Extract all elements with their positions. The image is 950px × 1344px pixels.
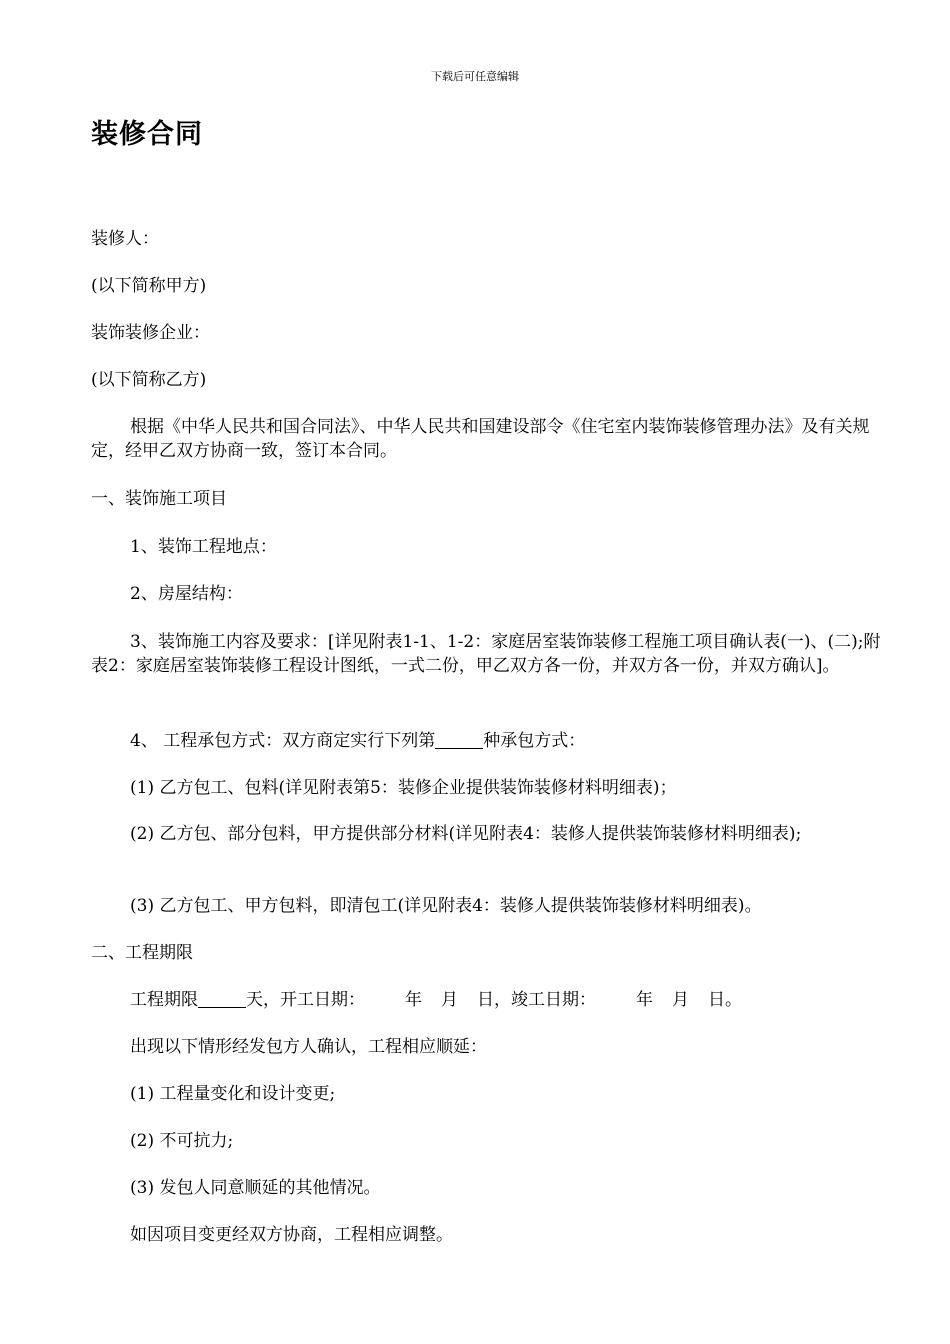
item-4-contract-mode [130,729,880,753]
item-4-text-b: 种承包方式： [483,731,586,751]
section-1-heading: 一、装饰施工项目 [91,489,227,509]
start-date-label: 天，开工日期： [246,990,365,1010]
adjust-line: 如因项目变更经双方协商，工程相应调整。 [130,1225,453,1245]
end-month: 月 [672,990,689,1010]
delay-intro: 出现以下情形经发包方人确认，工程相应顺延： [130,1037,487,1057]
item-4-text-a: 4、 工程承包方式：双方商定实行下列第 [130,731,436,751]
preamble-paragraph: 根据《中华人民共和国合同法》、中华人民共和国建设部令《住宅室内装饰装修管理办法》及有关规定，经甲乙双方协商一致，签订本合同。 [91,417,870,461]
end-day: 日。 [708,990,742,1010]
contract-mode-blank [435,732,483,749]
delay-item-3: (3) 发包人同意顺延的其他情况。 [130,1178,381,1198]
item-3-content: 3、装饰施工内容及要求：[详见附表1-1、1-2：家庭居室装饰装修工程施工项目确认表(一)、(二);附表2：家庭居室装饰装修工程设计图纸，一式二份，甲乙双方各一份，并双方各一份，并双方确认]。 [91,632,881,676]
section-2-heading: 二、工程期限 [91,943,193,963]
company-line: 装饰装修企业： [91,323,210,343]
delay-item-2: (2) 不可抗力; [130,1131,234,1151]
start-month: 月 [441,990,458,1010]
party-a-line: (以下简称甲方) [91,276,207,296]
days-blank [198,991,246,1008]
delay-item-1: (1) 工程量变化和设计变更; [130,1084,336,1104]
option-1: (1) 乙方包工、包料(详见附表第5：装修企业提供装饰装修材料明细表)； [130,778,677,798]
option-2: (2) 乙方包、部分包料，甲方提供部分材料(详见附表4：装修人提供装饰装修材料明细表); [130,824,802,844]
period-label: 工程期限 [130,990,198,1010]
end-year: 年 [636,990,653,1010]
decorator-line: 装修人： [91,229,159,249]
option-3: (3) 乙方包工、甲方包料，即清包工(详见附表4：装修人提供装饰装修材料明细表)。 [130,896,762,916]
item-1-location: 1、装饰工程地点： [130,537,277,557]
document-title: 装修合同 [91,119,203,150]
start-year: 年 [405,990,422,1010]
party-b-line: (以下简称乙方) [91,370,207,390]
page-header-note: 下载后可任意编辑 [431,70,519,83]
period-line [130,988,880,1012]
item-2-structure: 2、房屋结构： [130,584,243,604]
end-date-label: 日，竣工日期： [477,990,596,1010]
